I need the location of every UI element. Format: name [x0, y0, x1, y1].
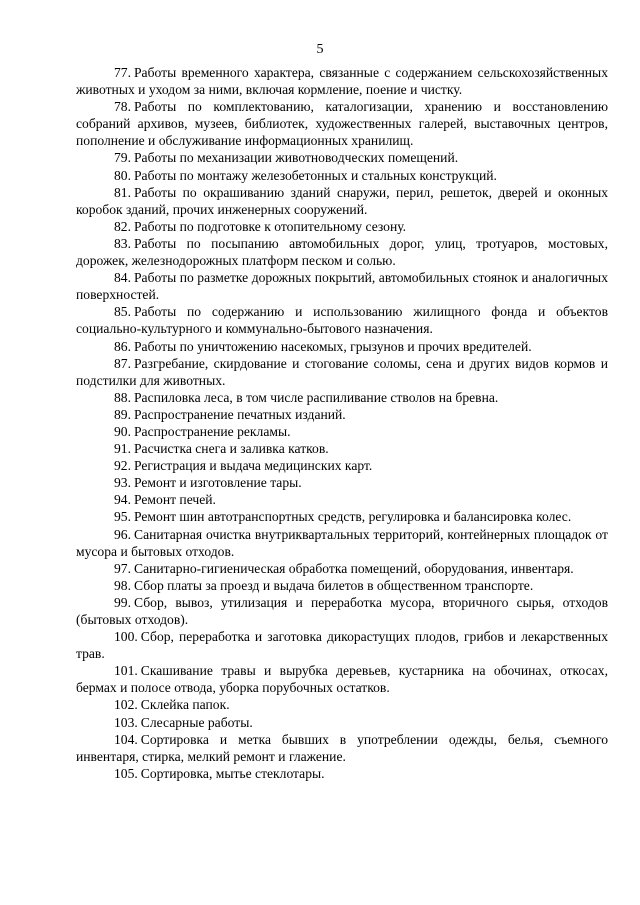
list-item: [76, 696, 608, 713]
list-item: [76, 594, 608, 628]
list-item: [76, 628, 608, 662]
item-text: Распиловка леса, в том числе распиливание стволов на бревна.: [134, 389, 499, 405]
item-number: 80.: [114, 167, 131, 183]
item-text: Склейка папок.: [140, 697, 230, 713]
item-text: Регистрация и выдача медицинских карт.: [134, 458, 373, 474]
item-number: 88.: [114, 389, 131, 405]
item-text: Работы по подготовке к отопительному сезону.: [134, 218, 407, 234]
list-item: [76, 508, 608, 525]
item-number: 82.: [114, 218, 131, 234]
item-text: Сбор, переработка и заготовка дикорастущих плодов, грибов и лекарственных трав.: [76, 629, 608, 662]
item-number: 84.: [114, 270, 131, 286]
list-item: [76, 474, 608, 491]
list-item: [76, 577, 608, 594]
list-item: [76, 491, 608, 508]
item-number: 98.: [114, 577, 131, 593]
item-text: Слесарные работы.: [140, 714, 253, 730]
item-text: Сортировка и метка бывших в употреблении одежды, белья, съемного инвентаря, стирка, мелкий ремонт и глажение.: [76, 731, 608, 764]
list-item: [76, 218, 608, 235]
item-text: Работы по содержанию и использованию жилищного фонда и объектов социально-культурного и коммунально-бытового назначения.: [76, 304, 608, 337]
list-item: [76, 184, 608, 218]
item-number: 91.: [114, 441, 131, 457]
item-number: 79.: [114, 150, 131, 166]
item-text: Распространение печатных изданий.: [134, 406, 346, 422]
item-text: Расчистка снега и заливка катков.: [134, 441, 329, 457]
list-item: [76, 98, 608, 149]
list-item: [76, 235, 608, 269]
list-item: [76, 167, 608, 184]
item-number: 89.: [114, 406, 131, 422]
item-number: 85.: [114, 304, 131, 320]
item-text: Санитарно-гигиеническая обработка помещений, оборудования, инвентаря.: [134, 560, 574, 576]
item-number: 104.: [114, 731, 138, 747]
item-number: 94.: [114, 492, 131, 508]
list-item: [76, 662, 608, 696]
item-number: 92.: [114, 458, 131, 474]
item-text: Санитарная очистка внутриквартальных территорий, контейнерных площадок от мусора и бытовых отходов.: [76, 526, 608, 559]
item-text: Работы по механизации животноводческих помещений.: [134, 150, 459, 166]
item-text: Сбор, вывоз, утилизация и переработка мусора, вторичного сырья, отходов (бытовых отходов).: [76, 594, 608, 627]
item-number: 95.: [114, 509, 131, 525]
list-item: [76, 338, 608, 355]
list-item: [76, 731, 608, 765]
item-number: 102.: [114, 697, 138, 713]
list-item: [76, 269, 608, 303]
item-number: 96.: [114, 526, 131, 542]
item-number: 81.: [114, 184, 131, 200]
list-item: [76, 303, 608, 337]
item-number: 78.: [114, 99, 131, 115]
item-text: Работы по комплектованию, каталогизации, хранению и восстановлению собраний архивов, музеев, библиотек, художественных галерей, выставочных центров, пополнение и обслуживание информационных хранилищ.: [76, 99, 608, 149]
item-text: Сбор платы за проезд и выдача билетов в общественном транспорте.: [134, 577, 534, 593]
item-text: Распространение рекламы.: [134, 423, 291, 439]
list-item: [76, 355, 608, 389]
list-item: [76, 440, 608, 457]
item-number: 77.: [114, 65, 131, 80]
item-text: Работы временного характера, связанные с содержанием сельскохозяйственных животных и уходом за ними, включая кормление, поение и чистку.: [76, 65, 608, 98]
item-text: Работы по уничтожению насекомых, грызунов и прочих вредителей.: [134, 338, 532, 354]
item-text: Разгребание, скирдование и стогование соломы, сена и других видов кормов и подстилки для животных.: [76, 355, 608, 388]
list-item: [76, 714, 608, 731]
item-text: Ремонт и изготовление тары.: [134, 475, 302, 491]
item-number: 90.: [114, 423, 131, 439]
list-item: [76, 406, 608, 423]
document-body: [76, 64, 608, 782]
list-item: [76, 457, 608, 474]
item-text: Ремонт печей.: [134, 492, 216, 508]
item-text: Сортировка, мытье стеклотары.: [140, 765, 325, 781]
item-number: 100.: [114, 629, 138, 645]
list-item: [76, 526, 608, 560]
item-number: 87.: [114, 355, 131, 371]
list-item: [76, 765, 608, 782]
item-number: 99.: [114, 594, 131, 610]
list-item: [76, 560, 608, 577]
item-text: Ремонт шин автотранспортных средств, регулировка и балансировка колес.: [134, 509, 572, 525]
item-number: 93.: [114, 475, 131, 491]
item-text: Работы по монтажу железобетонных и стальных конструкций.: [134, 167, 497, 183]
item-number: 103.: [114, 714, 138, 730]
item-text: Скашивание травы и вырубка деревьев, кустарника на обочинах, откосах, бермах и полосе отвода, уборка порубочных остатков.: [76, 663, 608, 696]
item-text: Работы по окрашиванию зданий снаружи, перил, решеток, дверей и оконных коробок зданий, прочих инженерных сооружений.: [76, 184, 608, 217]
list-item: [76, 64, 608, 98]
list-item: [76, 389, 608, 406]
item-number: 86.: [114, 338, 131, 354]
item-number: 105.: [114, 765, 138, 781]
list-item: [76, 423, 608, 440]
list-item: [76, 149, 608, 166]
page-number: 5: [316, 42, 324, 57]
item-number: 83.: [114, 235, 131, 251]
item-text: Работы по разметке дорожных покрытий, автомобильных стоянок и аналогичных поверхностей.: [76, 270, 608, 303]
item-text: Работы по посыпанию автомобильных дорог, улиц, тротуаров, мостовых, дорожек, железнодорожных платформ песком и солью.: [76, 235, 608, 269]
item-number: 97.: [114, 560, 131, 576]
item-number: 101.: [114, 663, 138, 679]
